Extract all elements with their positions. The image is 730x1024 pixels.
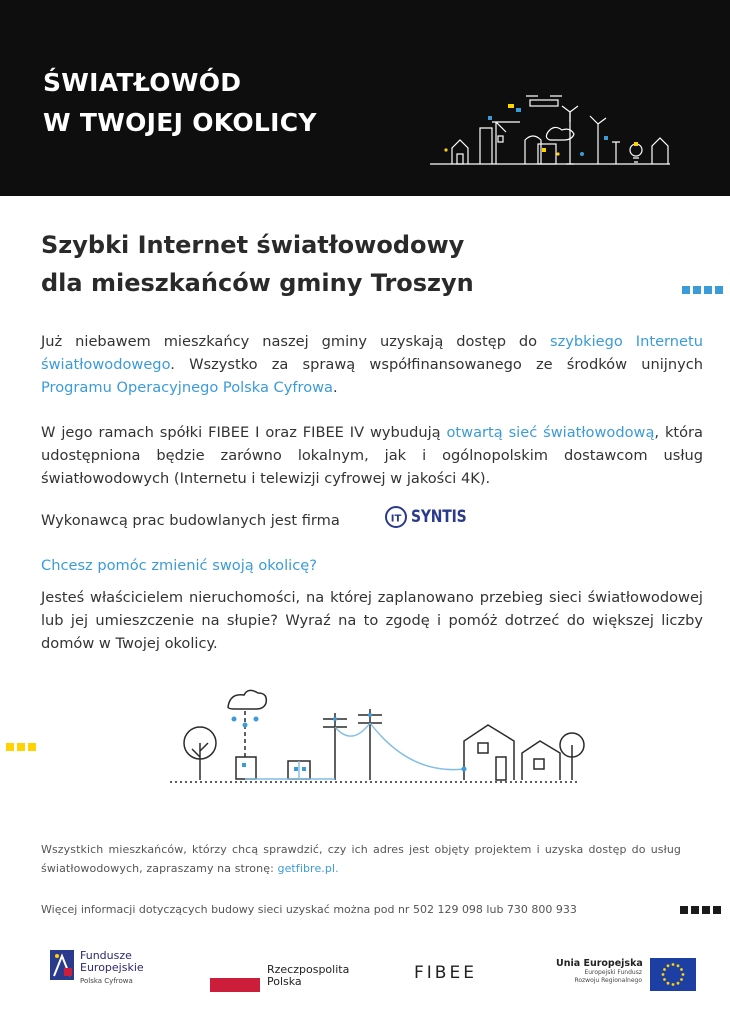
- headline-line1: Szybki Internet światłowodowy: [41, 231, 465, 259]
- network-illustration: [170, 685, 610, 795]
- fundusze-europejskie-logo: [50, 950, 144, 985]
- getfibre-link[interactable]: getfibre.pl.: [277, 862, 339, 875]
- eu-flag-icon: [650, 958, 696, 991]
- syntis-logo-text: SYNTIS: [411, 507, 467, 527]
- rp-line2: Polska: [267, 975, 302, 988]
- headline: [41, 226, 641, 302]
- fundusze-europejskie-icon: [50, 950, 74, 980]
- syntis-logo: [384, 505, 479, 529]
- program-link: Programu Operacyjnego Polska Cyfrowa: [41, 379, 334, 396]
- rp-line1: Rzeczpospolita: [267, 963, 350, 976]
- intro-paragraph: [41, 330, 703, 399]
- fibee-logo: FIBEE: [414, 963, 477, 983]
- syntis-logo-mark-text: IT: [390, 513, 402, 525]
- question-heading: Chcesz pomóc zmienić swoją okolicę?: [41, 557, 317, 574]
- headline-line2: dla mieszkańców gminy Troszyn: [41, 269, 474, 297]
- contractor-text: Wykonawcą prac budowlanych jest firma: [41, 512, 340, 529]
- eu-text-logo: [556, 958, 642, 985]
- blue-squares-decoration: [682, 286, 723, 294]
- network-paragraph: [41, 421, 703, 490]
- fiber-internet-link: szybkiego Internetu światłowodowego: [41, 333, 703, 373]
- banner-title-line2: W TWOJEJ OKOLICY: [43, 108, 317, 137]
- ue-line2: Europejski Fundusz: [584, 969, 642, 976]
- website-invite-body: Wszystkich mieszkańców, którzy chcą sprawdzić, czy ich adres jest objęty projektem i uzyska dostęp do usług światłowodowych, zapraszamy na stronę:: [41, 843, 681, 875]
- phone-info-text: Więcej informacji dotyczących budowy sieci uzyskać można pod nr 502 129 098 lub 730 800 933: [41, 903, 577, 916]
- polish-flag-icon: [210, 978, 260, 992]
- yellow-squares-decoration: [6, 743, 36, 751]
- ue-line3: Rozwoju Regionalnego: [574, 977, 642, 984]
- smart-city-illustration: [430, 92, 670, 182]
- open-network-link: otwartą sieć światłowodową: [446, 424, 655, 441]
- black-squares-decoration: [680, 906, 721, 914]
- network-text-2: , która udostępniona będzie zarówno lokalnym, jak i ogólnopolskim dostawcom usług światłowodowych (Internetu i telewizji cyfrowej w jakości 4K).: [41, 424, 703, 487]
- intro-text-2: . Wszystko za sprawą współfinansowanego ze środków unijnych: [170, 356, 703, 373]
- header-banner: [0, 0, 730, 196]
- intro-text-3: .: [333, 379, 338, 396]
- banner-title: [43, 63, 317, 143]
- network-text-1: W jego ramach spółki FIBEE I oraz FIBEE IV wybudują: [41, 424, 447, 441]
- intro-text-1: Już niebawem mieszkańcy naszej gminy uzyskają dostęp do: [41, 333, 551, 350]
- website-invite-text: [41, 840, 681, 878]
- syntis-logo-mark: [384, 505, 408, 529]
- fe-line1: Fundusze: [80, 949, 132, 962]
- fe-line3: Polska Cyfrowa: [80, 977, 133, 985]
- fe-line2: Europejskie: [80, 961, 144, 974]
- ue-line1: Unia Europejska: [556, 958, 643, 969]
- funding-logos-bar: [0, 950, 730, 1000]
- banner-title-line1: ŚWIATŁOWÓD: [43, 68, 242, 97]
- owner-paragraph: Jesteś właścicielem nieruchomości, na której zaplanowano przebieg sieci światłowodowej lub jej umieszczenie na słupie? Wyraź na to zgodę i pomóż dotrzeć do większej liczby domów w Twojej okolicy.: [41, 589, 703, 652]
